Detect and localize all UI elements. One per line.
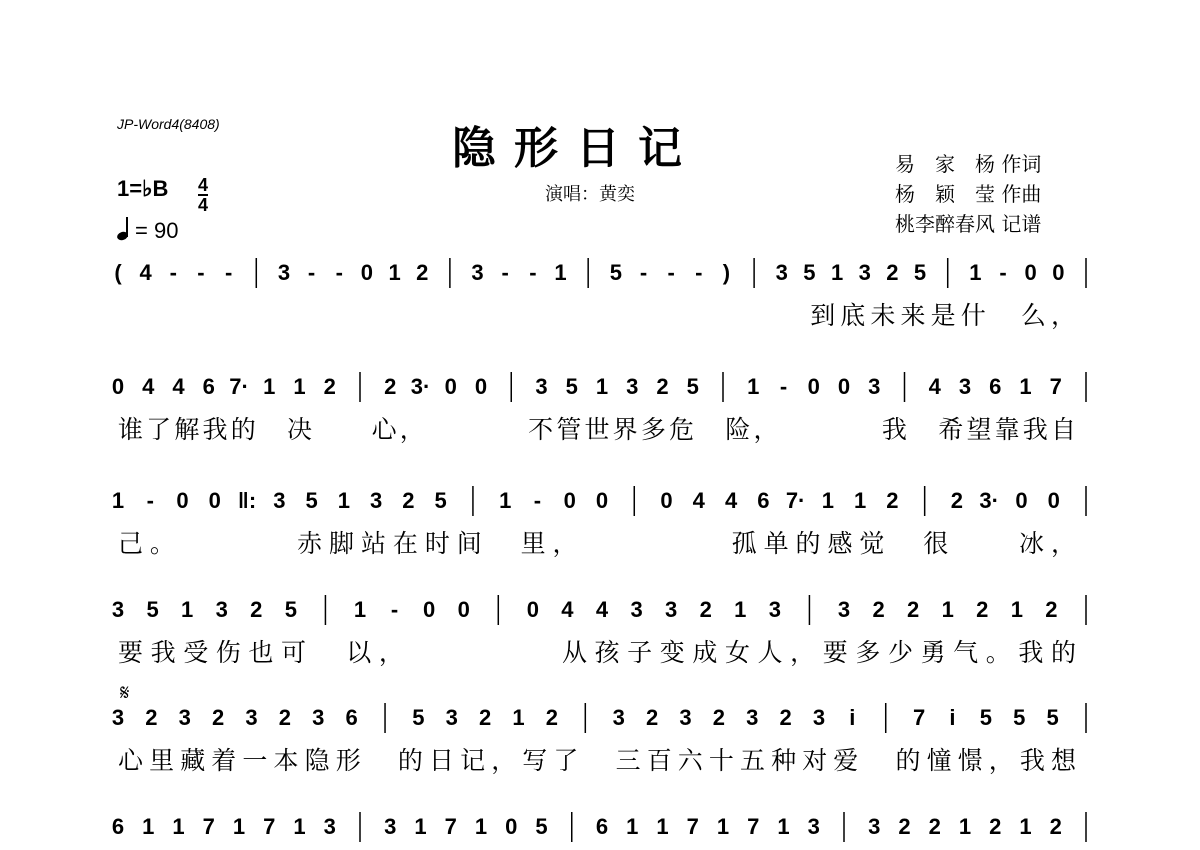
lyricist-credit: 易 家 杨 作词 <box>895 152 1042 176</box>
note: 0 <box>208 488 221 513</box>
lyric-line: 心里藏着一本隐形 的日记，写了 三百六十五种对爱 的憧憬，我想 <box>118 746 1076 775</box>
note: 2 <box>907 597 920 622</box>
sustain-dash: - <box>224 260 233 285</box>
note: 4 <box>172 374 185 399</box>
note: 3 <box>535 374 548 399</box>
note: 7 <box>747 814 760 839</box>
note: 1 <box>958 814 972 839</box>
note: 5 <box>1046 705 1059 730</box>
note: 7 <box>202 814 215 839</box>
note: 2 <box>779 705 792 730</box>
note: 1 <box>142 814 155 839</box>
note: 0 <box>111 374 125 399</box>
note: 3 <box>868 814 881 839</box>
sustain-dash: - <box>390 597 399 622</box>
note: 2 <box>950 488 964 513</box>
note: 0 <box>474 374 488 399</box>
note: 5 <box>803 260 816 285</box>
sustain-dash: - <box>501 260 509 285</box>
note: 3 <box>665 597 678 622</box>
note: 1 <box>181 597 194 622</box>
note: 0 <box>660 488 673 513</box>
note: 1 <box>777 814 790 839</box>
note: 5 <box>305 488 318 513</box>
note: 2 <box>886 260 899 285</box>
note: 1 <box>353 597 367 622</box>
sustain-dash: - <box>695 260 703 285</box>
lyric-line: 己。 赤脚站在时间 里， 孤单的感觉 很 冰， <box>118 529 1076 558</box>
note: 2 <box>212 705 225 730</box>
note: 2 <box>1045 597 1058 622</box>
note: 2 <box>1049 814 1062 839</box>
sustain-dash: - <box>533 488 542 513</box>
note: 3 <box>868 374 881 399</box>
note: 7 <box>1049 374 1062 399</box>
note: 2 <box>145 705 158 730</box>
note: 3 <box>626 374 639 399</box>
note: 1 <box>969 260 982 285</box>
note: 1 <box>232 814 246 839</box>
note: 1 <box>263 374 276 399</box>
note: 1 <box>111 488 125 513</box>
note: 3· <box>979 488 999 513</box>
note: 1 <box>512 705 525 730</box>
note: 3 <box>807 814 820 839</box>
note: 2 <box>699 597 712 622</box>
note: 2 <box>402 488 415 513</box>
note: 7 <box>912 705 926 730</box>
note: 5 <box>535 814 548 839</box>
note: 7· <box>229 374 249 399</box>
note: 2 <box>416 260 429 285</box>
note: 6 <box>757 488 770 513</box>
note: 5 <box>913 260 927 285</box>
note: 0 <box>423 597 436 622</box>
note: 3 <box>245 705 258 730</box>
note: 5 <box>434 488 447 513</box>
transcriber-credit: 桃李醉春风 记谱 <box>895 212 1042 236</box>
note: 4 <box>142 374 155 399</box>
sustain-dash: - <box>779 374 788 399</box>
note: 7 <box>263 814 276 839</box>
note: 1 <box>293 814 306 839</box>
note: 1 <box>172 814 185 839</box>
note: 1 <box>293 374 306 399</box>
note: 4 <box>724 488 738 513</box>
note: 1 <box>1019 814 1032 839</box>
note: 7 <box>686 814 699 839</box>
note: 0 <box>1047 488 1060 513</box>
note: 3 <box>858 260 871 285</box>
note: 1 <box>554 260 567 285</box>
sustain-dash: - <box>529 260 537 285</box>
note: 3 <box>958 374 972 399</box>
note: 3 <box>178 705 191 730</box>
note: 1 <box>716 814 730 839</box>
note: 3 <box>612 705 625 730</box>
sustain-dash: - <box>197 260 205 285</box>
note: 0 <box>176 488 189 513</box>
note: 2 <box>479 705 492 730</box>
sustain-dash: - <box>307 260 316 285</box>
note: 3 <box>277 260 291 285</box>
note: 5 <box>284 597 297 622</box>
note: 3 <box>679 705 692 730</box>
note: 0 <box>505 814 518 839</box>
note: 2 <box>976 597 989 622</box>
note: 2 <box>872 597 885 622</box>
note: 2 <box>323 374 336 399</box>
note: 3 <box>384 814 397 839</box>
note: 1 <box>1019 374 1032 399</box>
note: 3 <box>445 705 458 730</box>
singer-credit: 演唱：黄奕 <box>545 184 635 205</box>
note: ‖: <box>237 488 257 513</box>
note: 6 <box>202 374 215 399</box>
note: 1 <box>626 814 639 839</box>
note: 0 <box>807 374 820 399</box>
note: 4 <box>561 597 574 622</box>
note: 2 <box>645 705 659 730</box>
note: 6 <box>345 705 358 730</box>
software-watermark: JP-Word4(8408) <box>117 116 220 132</box>
note: 2 <box>886 488 899 513</box>
lyric-line: 到底未来是什 么， <box>118 301 1076 330</box>
note: 1 <box>821 488 834 513</box>
note: 3 <box>323 814 336 839</box>
sustain-dash: - <box>999 260 1007 285</box>
note: 3 <box>312 705 325 730</box>
note: 3 <box>746 705 759 730</box>
note: 0 <box>444 374 457 399</box>
note: 3 <box>837 597 851 622</box>
tempo-value: = 90 <box>135 218 179 243</box>
note: 5 <box>1013 705 1026 730</box>
note: 4 <box>928 374 941 399</box>
song-title: 隐形日记 <box>452 123 700 174</box>
note: 4 <box>139 260 152 285</box>
note: 1 <box>830 260 844 285</box>
note: 2 <box>656 374 669 399</box>
note: 3 <box>111 705 125 730</box>
sustain-dash: - <box>639 260 648 285</box>
note: 4 <box>692 488 705 513</box>
note: 5 <box>979 705 992 730</box>
note: 0 <box>1052 260 1065 285</box>
note: 1 <box>734 597 747 622</box>
note: 1 <box>747 374 760 399</box>
note: 2 <box>384 374 397 399</box>
note: 0 <box>837 374 851 399</box>
note: 6 <box>595 814 609 839</box>
sustain-dash: - <box>335 260 343 285</box>
note: 3 <box>111 597 125 622</box>
note: 3 <box>215 597 228 622</box>
segno-sign: 𝄋 <box>120 681 130 706</box>
composer-credit: 杨 颖 莹 作曲 <box>895 182 1042 206</box>
note: 5 <box>146 597 159 622</box>
note: 3· <box>410 374 431 399</box>
note: 6 <box>111 814 125 839</box>
lyric-line: 谁了解我的 决 心， 不管世界多危 险， 我 希望靠我自 <box>118 415 1076 444</box>
note: 2 <box>898 814 911 839</box>
note: 4 <box>595 597 609 622</box>
key-signature: 1=♭B <box>117 176 169 201</box>
note: 1 <box>595 374 609 399</box>
note: 5 <box>609 260 622 285</box>
note: 7 <box>444 814 457 839</box>
note: ) <box>722 260 731 285</box>
note: 3 <box>812 705 826 730</box>
note: 0 <box>360 260 374 285</box>
sustain-dash: - <box>667 260 675 285</box>
note: 1 <box>854 488 867 513</box>
note: 2 <box>250 597 263 622</box>
note: 5 <box>686 374 699 399</box>
time-signature-top: 4 <box>198 175 209 195</box>
note: 1 <box>414 814 427 839</box>
note: 2 <box>928 814 941 839</box>
note: 6 <box>989 374 1002 399</box>
note: 2 <box>545 705 559 730</box>
note: 0 <box>526 597 539 622</box>
note: 0 <box>563 488 576 513</box>
note: 3 <box>630 597 643 622</box>
time-signature-bottom: 4 <box>198 195 209 215</box>
note: 3 <box>775 260 788 285</box>
note: 1 <box>337 488 350 513</box>
note: 0 <box>1024 260 1037 285</box>
note: 2 <box>278 705 292 730</box>
note: 5 <box>565 374 578 399</box>
note: 1 <box>474 814 488 839</box>
note: i <box>949 705 956 730</box>
note: 3 <box>768 597 781 622</box>
note: 1 <box>499 488 512 513</box>
note: 2 <box>989 814 1002 839</box>
note: 1 <box>1010 597 1023 622</box>
note: 7· <box>785 488 806 513</box>
note: 1 <box>656 814 669 839</box>
note: 3 <box>273 488 286 513</box>
note: 0 <box>1015 488 1028 513</box>
note: 1 <box>388 260 401 285</box>
note: 1 <box>941 597 954 622</box>
note: 2 <box>712 705 725 730</box>
note: 3 <box>471 260 484 285</box>
sustain-dash: - <box>146 488 154 513</box>
note: i <box>849 705 856 730</box>
note: ( <box>114 260 122 285</box>
note: 3 <box>370 488 383 513</box>
note: 0 <box>595 488 609 513</box>
lyric-line: 要我受伤也可 以， 从孩子变成女人，要多少勇气。我的 <box>118 638 1076 667</box>
note: 0 <box>457 597 470 622</box>
sustain-dash: - <box>169 260 177 285</box>
note: 5 <box>412 705 425 730</box>
